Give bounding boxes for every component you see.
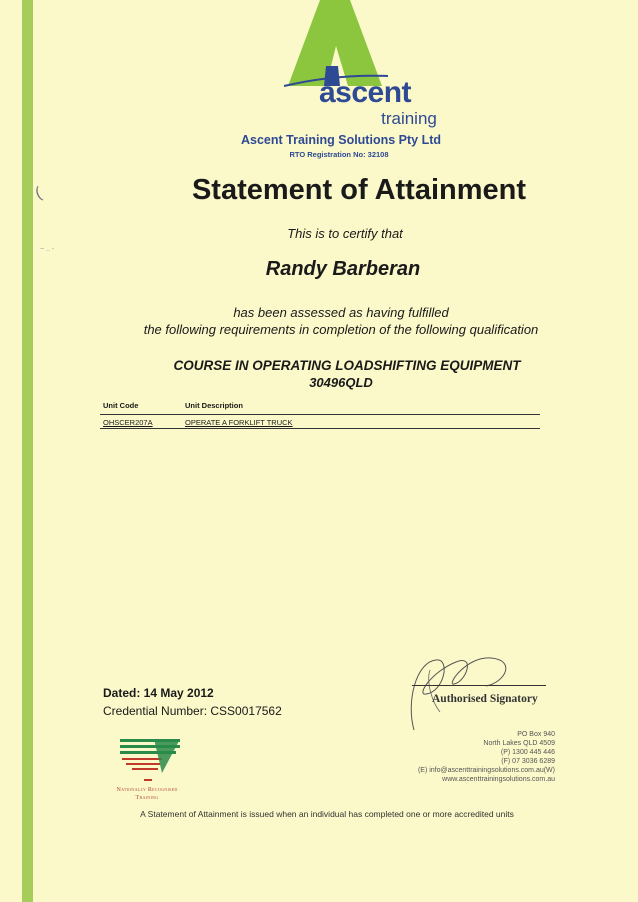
units-header-row bbox=[100, 401, 540, 415]
assessed-line-2: the following requirements in completion of the following qualification bbox=[143, 322, 539, 337]
assessed-line-1: has been assessed as having fulfilled bbox=[233, 305, 449, 320]
unit-code-header: Unit Code bbox=[103, 401, 139, 410]
units-table bbox=[100, 401, 540, 429]
company-name: Ascent Training Solutions Pty Ltd bbox=[240, 133, 441, 147]
po-box: PO Box 940 bbox=[517, 731, 555, 738]
nrt-line-1: Nationally Recognised bbox=[116, 787, 178, 793]
nrt-label bbox=[92, 786, 202, 802]
certificate-title: Statement of Attainment bbox=[191, 174, 527, 206]
brand-subname: training bbox=[381, 109, 437, 128]
signature-line bbox=[412, 685, 546, 686]
issue-date: Dated: 14 May 2012 bbox=[103, 686, 214, 700]
table-row bbox=[100, 415, 540, 429]
credential-number: Credential Number: CSS0017562 bbox=[103, 704, 282, 718]
certify-text: This is to certify that bbox=[287, 226, 403, 241]
margin-scribble: ~ .. - bbox=[40, 246, 55, 253]
unit-description-header: Unit Description bbox=[185, 401, 243, 410]
course-title: COURSE IN OPERATING LOADSHIFTING EQUIPMENT bbox=[173, 358, 521, 373]
course-code: 30496QLD bbox=[309, 375, 373, 390]
website: www.ascenttrainingsolutions.com.au bbox=[442, 776, 555, 783]
signatory-label: Authorised Signatory bbox=[432, 693, 538, 705]
unit-description-cell: OPERATE A FORKLIFT TRUCK bbox=[185, 418, 293, 427]
contact-block bbox=[295, 730, 555, 784]
brand-name: ascent bbox=[318, 76, 412, 109]
nationally-recognised-training-logo-icon bbox=[114, 735, 184, 785]
fax: (F) 07 3036 6289 bbox=[501, 758, 555, 765]
email: (E) info@ascenttrainingsolutions.com.au(W) bbox=[417, 767, 555, 774]
nrt-line-2: Training bbox=[135, 795, 159, 801]
rto-registration: RTO Registration No: 32108 bbox=[289, 150, 389, 159]
city: North Lakes QLD 4509 bbox=[483, 740, 555, 747]
unit-code-cell: OHSCER207A bbox=[103, 418, 153, 427]
margin-mark: ( bbox=[33, 184, 44, 203]
signature-scribble-icon bbox=[396, 642, 546, 732]
recipient-name: Randy Barberan bbox=[265, 258, 421, 280]
footer-note: A Statement of Attainment is issued when an individual has completed one or more accredited units bbox=[140, 809, 514, 819]
phone: (P) 1300 445 446 bbox=[500, 749, 555, 756]
